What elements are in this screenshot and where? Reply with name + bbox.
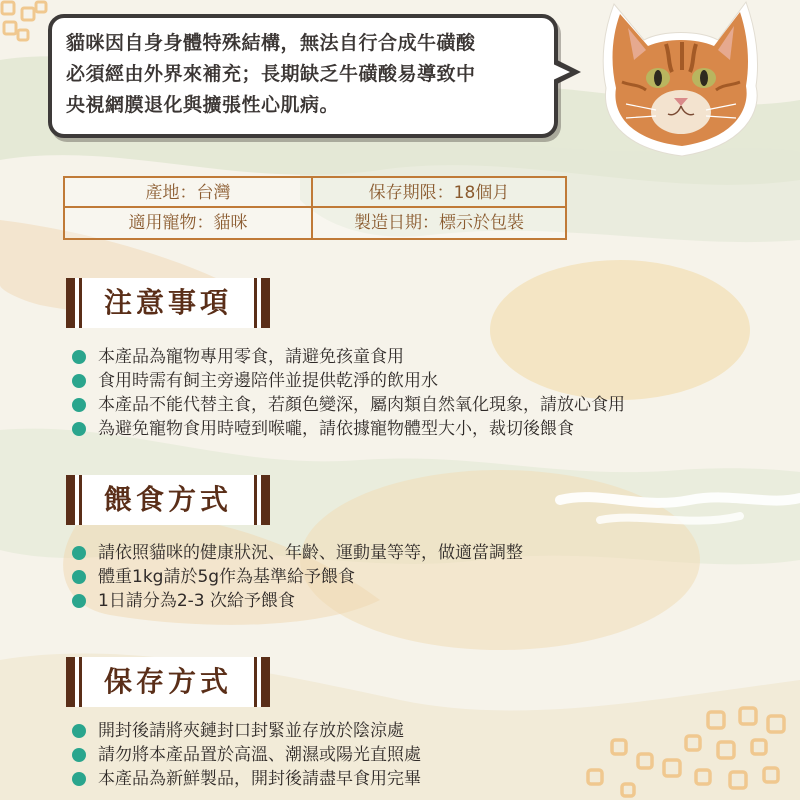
list-item-text: 本產品不能代替主食，若顏色變深，屬肉類自然氧化現象，請放心食用: [98, 395, 625, 415]
feeding-title: 餵食方式: [103, 483, 232, 516]
bullet-dot-icon: [72, 546, 86, 560]
bullet-dot-icon: [72, 570, 86, 584]
feeding-header: [66, 475, 270, 525]
list-item: [72, 743, 421, 767]
target-pet-cell: 適用寵物：貓咪: [65, 208, 313, 238]
list-item: [72, 541, 523, 565]
speech-line-2: 必須經由外界來補充；長期缺乏牛磺酸易導致中: [66, 63, 476, 85]
list-item-text: 食用時需有飼主旁邊陪伴並提供乾淨的飲用水: [98, 371, 438, 391]
storage-title: 保存方式: [103, 665, 232, 698]
speech-bubble: [48, 14, 558, 138]
bullet-dot-icon: [72, 724, 86, 738]
list-item-text: 請依照貓咪的健康狀況、年齡、運動量等等，做適當調整: [98, 543, 523, 563]
speech-bubble-tail-fill: [553, 64, 570, 80]
bullet-dot-icon: [72, 772, 86, 786]
speech-line-1: 貓咪因自身身體特殊結構，無法自行合成牛磺酸: [66, 32, 476, 54]
list-item-text: 體重1kg請於5g作為基準給予餵食: [98, 567, 356, 587]
list-item-text: 請勿將本產品置於高溫、潮濕或陽光直照處: [98, 745, 421, 765]
precautions-header: [66, 278, 270, 328]
feeding-list: [72, 541, 523, 613]
list-item: [72, 589, 523, 613]
bullet-dot-icon: [72, 398, 86, 412]
list-item: [72, 345, 625, 369]
speech-line-3: 央視網膜退化與擴張性心肌病。: [66, 94, 340, 116]
bullet-dot-icon: [72, 374, 86, 388]
orange-tabby-cat-icon: [596, 0, 766, 160]
list-item: [72, 369, 625, 393]
bullet-dot-icon: [72, 422, 86, 436]
storage-header: [66, 657, 270, 707]
list-item: [72, 393, 625, 417]
list-item-text: 本產品為新鮮製品，開封後請盡早食用完畢: [98, 769, 421, 789]
list-item: [72, 767, 421, 791]
precautions-list: [72, 345, 625, 441]
manufacture-date-cell: 製造日期：標示於包裝: [313, 208, 565, 238]
bullet-dot-icon: [72, 594, 86, 608]
bullet-dot-icon: [72, 748, 86, 762]
list-item-text: 為避免寵物食用時噎到喉嚨，請依據寵物體型大小，裁切後餵食: [98, 419, 574, 439]
precautions-title: 注意事項: [103, 286, 232, 319]
list-item-text: 1日請分為2-3 次給予餵食: [98, 591, 295, 611]
origin-cell: 產地：台灣: [65, 178, 313, 208]
list-item: [72, 565, 523, 589]
shelf-life-cell: 保存期限：18個月: [313, 178, 565, 208]
list-item: [72, 417, 625, 441]
bullet-dot-icon: [72, 350, 86, 364]
list-item-text: 開封後請將夾鏈封口封緊並存放於陰涼處: [98, 721, 404, 741]
list-item: [72, 719, 421, 743]
list-item-text: 本產品為寵物專用零食，請避免孩童食用: [98, 347, 404, 367]
storage-list: [72, 719, 421, 791]
speech-bubble-text: [66, 28, 552, 121]
product-info-table: [63, 176, 567, 240]
